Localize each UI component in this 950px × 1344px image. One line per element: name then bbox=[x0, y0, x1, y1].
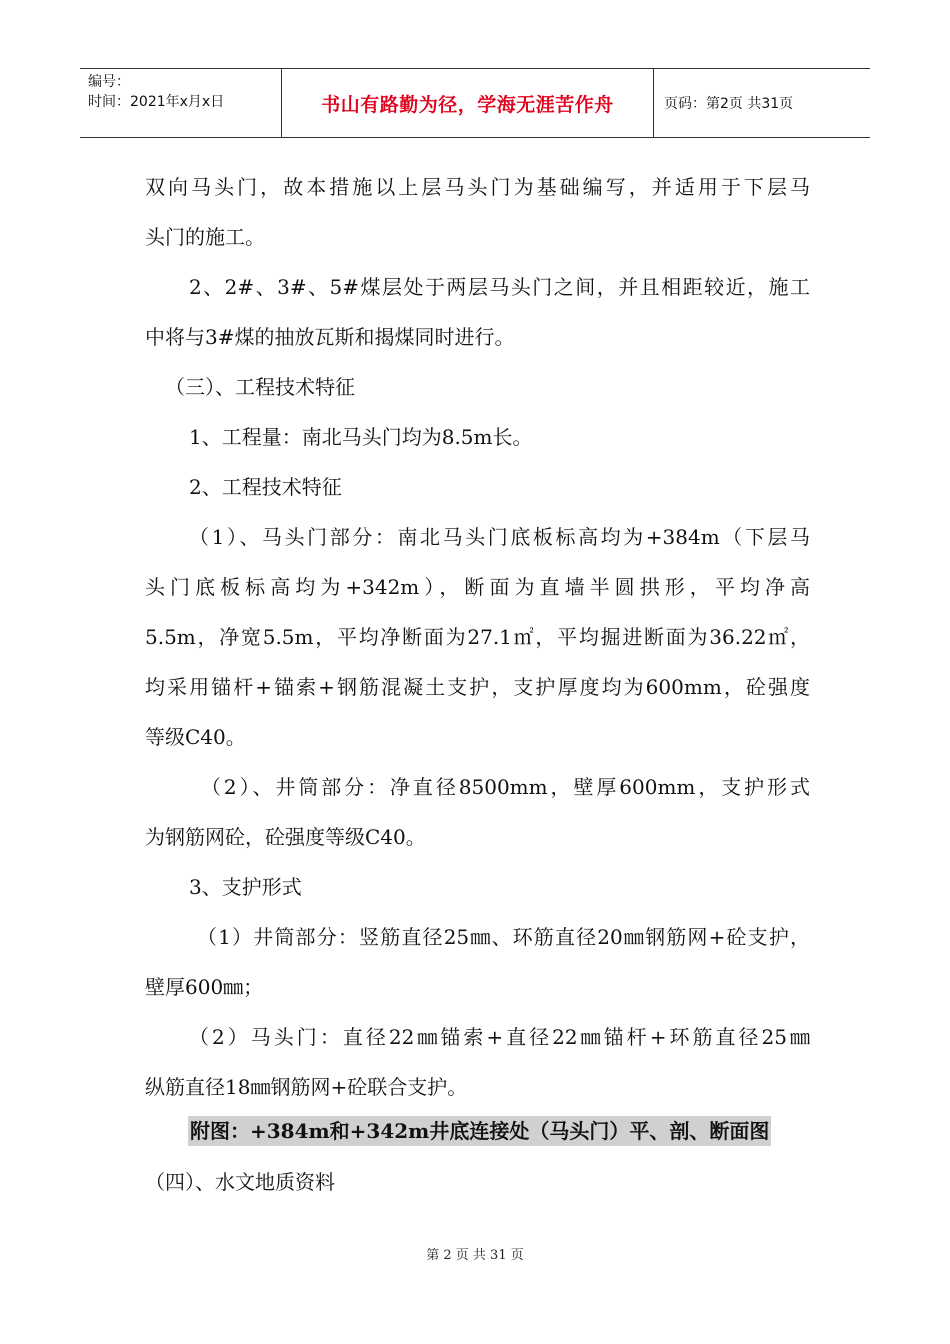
body-line: 壁厚600㎜； bbox=[145, 975, 264, 999]
body-line: 5.5m，净宽5.5m，平均净断面为27.1㎡，平均掘进断面为36.22㎡， bbox=[145, 625, 810, 649]
body-line: 双向马头门，故本措施以上层马头门为基础编写，并适用于下层马 bbox=[145, 175, 810, 199]
section-heading: （四）、水文地质资料 bbox=[145, 1170, 335, 1194]
figure-caption: 附图：+384m和+342m井底连接处（马头门）平、剖、断面图 bbox=[188, 1116, 771, 1146]
body-line: （1）、马头门部分：南北马头门底板标高均为+384m（下层马 bbox=[189, 525, 810, 549]
body-line: 头门的施工。 bbox=[145, 225, 265, 249]
body-line: 1、工程量：南北马头门均为8.5m长。 bbox=[189, 425, 533, 449]
body-line: 纵筋直径18㎜钢筋网+砼联合支护。 bbox=[145, 1075, 468, 1099]
body-line: 2、2#、3#、5#煤层处于两层马头门之间，并且相距较近，施工 bbox=[189, 275, 810, 299]
header-page-info: 页码：第2页 共31页 bbox=[664, 96, 794, 112]
header-meta bbox=[80, 69, 282, 137]
document-body bbox=[145, 162, 810, 1112]
header-motto: 书山有路勤为径，学海无涯苦作舟 bbox=[282, 69, 654, 137]
time-label: 时间：2021年x月x日 bbox=[88, 94, 225, 110]
body-line: 2、工程技术特征 bbox=[189, 475, 342, 499]
number-label: 编号： bbox=[88, 74, 130, 90]
body-line: （2）马头门：直径22㎜锚索+直径22㎜锚杆+环筋直径25㎜ bbox=[189, 1025, 810, 1049]
body-line: 中将与3#煤的抽放瓦斯和揭煤同时进行。 bbox=[145, 325, 515, 349]
body-line: 头门底板标高均为+342m），断面为直墙半圆拱形，平均净高 bbox=[145, 575, 810, 599]
body-line: 为钢筋网砼，砼强度等级C40。 bbox=[145, 825, 426, 849]
section-heading: （三）、工程技术特征 bbox=[165, 375, 355, 399]
body-line: 等级C40。 bbox=[145, 725, 246, 749]
body-line: （1）井筒部分：竖筋直径25㎜、环筋直径20㎜钢筋网+砼支护， bbox=[197, 925, 810, 949]
document-header bbox=[80, 68, 870, 138]
page-footer: 第 2 页 共 31 页 bbox=[426, 1248, 524, 1263]
body-line: 3、支护形式 bbox=[189, 875, 302, 899]
body-line: （2）、井筒部分：净直径8500mm，壁厚600mm，支护形式 bbox=[201, 775, 810, 799]
body-line: 均采用锚杆+锚索+钢筋混凝土支护，支护厚度均为600mm，砼强度 bbox=[145, 675, 810, 699]
